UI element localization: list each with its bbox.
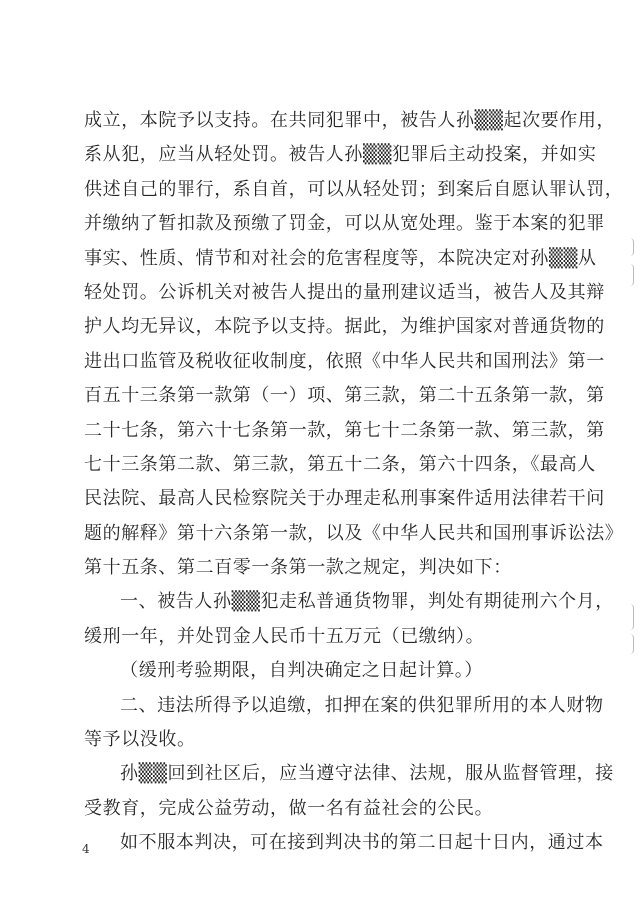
- text-line: 二十七条，第六十七条第一款，第七十二条第一款、第三款，第: [84, 419, 605, 441]
- text-line: 护人均无异议，本院予以支持。据此，为维护国家对普通货物的: [84, 316, 605, 338]
- text-line: 并缴纳了暂扣款及预缴了罚金，可以从宽处理。鉴于本案的犯罪: [84, 213, 605, 235]
- text-line: 一、被告人孙▒▒犯走私普通货物罪，判处有期徒刑六个月，: [120, 591, 614, 613]
- text-line: 题的解释》第十六条第一款，以及《中华人民共和国刑事诉讼法》: [84, 522, 624, 544]
- text-line: 轻处罚。公诉机关对被告人提出的量刑建议适当，被告人及其辩: [84, 281, 605, 303]
- text-line: 供述自己的罪行，系自首，可以从轻处罚；到案后自愿认罪认罚，: [84, 178, 624, 200]
- text-line: 百五十三条第一款第（一）项、第三款，第二十五条第一款，第: [84, 385, 605, 407]
- text-line: 事实、性质、情节和对社会的危害程度等，本院决定对孙▒▒从: [84, 247, 597, 269]
- text-line: 如不服本判决，可在接到判决书的第二日起十日内，通过本: [120, 832, 604, 854]
- text-line: 等予以没收。: [84, 729, 196, 751]
- text-line: 孙▒▒回到社区后，应当遵守法律、法规，服从监督管理，接: [120, 763, 614, 785]
- scan-edge-mark: [630, 604, 634, 630]
- text-line: （缓刑考验期限，自判决确定之日起计算。）: [120, 660, 483, 682]
- text-line: 进出口监管及税收征收制度，依照《中华人民共和国刑法》第一: [84, 350, 605, 372]
- text-line: 七十三条第二款、第三款，第五十二条，第六十四条，《最高人: [84, 453, 596, 475]
- text-line: 成立，本院予以支持。在共同犯罪中，被告人孙▒▒起次要作用，: [84, 110, 616, 131]
- page-number: 4: [82, 842, 90, 856]
- scan-edge-mark: [630, 264, 634, 286]
- scan-edge-mark: [630, 634, 634, 654]
- text-line: 受教育，完成公益劳动，做一名有益社会的公民。: [84, 797, 494, 819]
- judgment-text: [84, 104, 624, 861]
- text-line: 民法院、最高人民检察院关于办理走私刑事案件适用法律若干问: [84, 488, 605, 510]
- scan-edge-mark: [630, 238, 634, 256]
- text-line: 二、违法所得予以追缴，扣押在案的供犯罪所用的本人财物: [120, 694, 604, 716]
- text-line: 系从犯，应当从轻处罚。被告人孙▒▒犯罪后主动投案，并如实: [84, 144, 597, 166]
- text-line: 第十五条、第二百零一条第一款之规定，判决如下：: [84, 557, 512, 579]
- text-line: 缓刑一年，并处罚金人民币十五万元（已缴纳）。: [84, 625, 485, 647]
